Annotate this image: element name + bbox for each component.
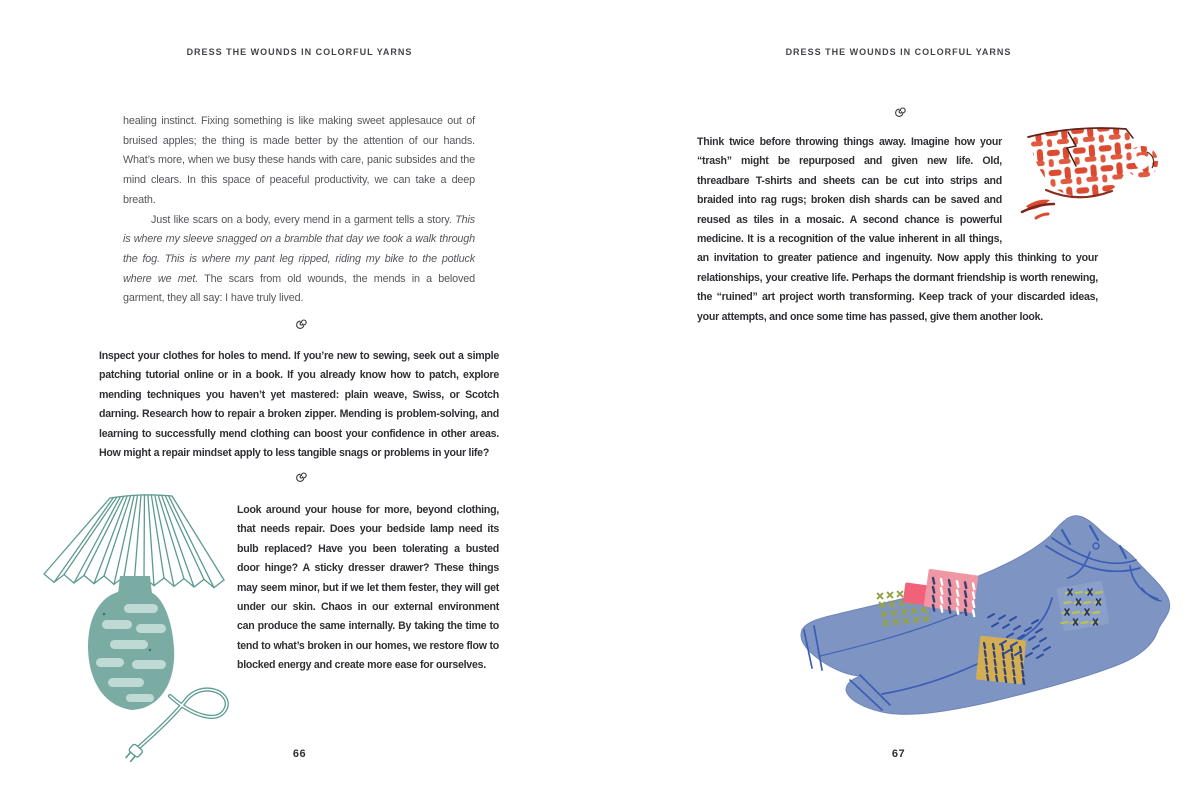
patch-blue	[1057, 580, 1110, 631]
paragraph-scars-story	[123, 211, 475, 310]
spiral-ornament-icon	[0, 318, 599, 332]
lampshade	[44, 495, 224, 588]
running-header-left: DRESS THE WOUNDS IN COLORFUL YARNS	[186, 47, 413, 57]
think-twice-text: Think twice before throwing things away. Imagine how your “trash” might be repurposed and given new life. Old, threadbare T-shirts and sheets can be cut into strips and braided into rag rugs; broken dish shards can be saved and reused as tiles in a mosaic. A second chance is powerful medicine. It is a recognition of the value inherent in all things, an invitation to greater patience and ingenuity. Now apply this thinking to your relationships, your creative life. Perhaps the dormant friendship is worth renewing, the “ruined” art project worth transforming. Keep track of your discarded ideas, your attempts, and once some time has passed, give them another look.	[697, 136, 1098, 323]
paragraph-continuation: healing instinct. Fixing something is like making sweet applesauce out of bruised apples; the thing is made better by the attention of our hands. What’s more, when we busy these hands with care, panic subsides and the mind clears. In this space of peaceful productivity, we can take a deep breath.	[123, 115, 475, 206]
broken-shard	[1022, 200, 1054, 218]
left-body-column	[123, 112, 475, 309]
mended-jeans-illustration	[790, 498, 1192, 738]
page-number-left: 66	[292, 748, 307, 760]
exercise-paragraph-look-around: Look around your house for more, beyond clothing, that needs repair. Does your bedside lamp need its bulb replaced? Have you been tolerating a busted door hinge? A sticky dresser drawer? These things may seem minor, but if we let them fester, they will get under our skin. Chaos in our external environment can produce the same internally. By taking the time to tend to what’s broken in our homes, we restore flow to blocked energy and create more ease for ourselves.	[237, 504, 499, 672]
scars-tail-text: The scars from old wounds, the mends in a beloved garment, they all say: I have truly lived.	[123, 272, 475, 305]
cracked-cup-illustration	[1016, 110, 1171, 228]
cup-body	[1028, 128, 1133, 198]
page-number-right: 67	[891, 748, 906, 760]
lamp-base	[88, 576, 174, 710]
running-header-right: DRESS THE WOUNDS IN COLORFUL YARNS	[785, 47, 1012, 57]
lamp-illustration	[32, 468, 237, 783]
scars-italic-text: This is where my sleeve snagged on a bramble that day we took a walk through the fog. This is where my pant leg ripped, riding my bike to the potluck where we met.	[123, 213, 475, 285]
scars-lead-text: Just like scars on a body, every mend in a garment tells a story.	[151, 213, 456, 226]
exercise-paragraph-inspect: Inspect your clothes for holes to mend. If you’re new to sewing, seek out a simple patching tutorial online or in a book. If you already know how to patch, explore mending techniques you haven’t yet mastered: plain weave, Swiss, or Scotch darning. Research how to repair a broken zipper. Mending is problem-solving, and learning to successfully mend clothing can boost your confidence in other areas. How might a repair mindset apply to less tangible snags or problems in your life?	[99, 350, 499, 460]
jeans-body	[801, 516, 1170, 715]
